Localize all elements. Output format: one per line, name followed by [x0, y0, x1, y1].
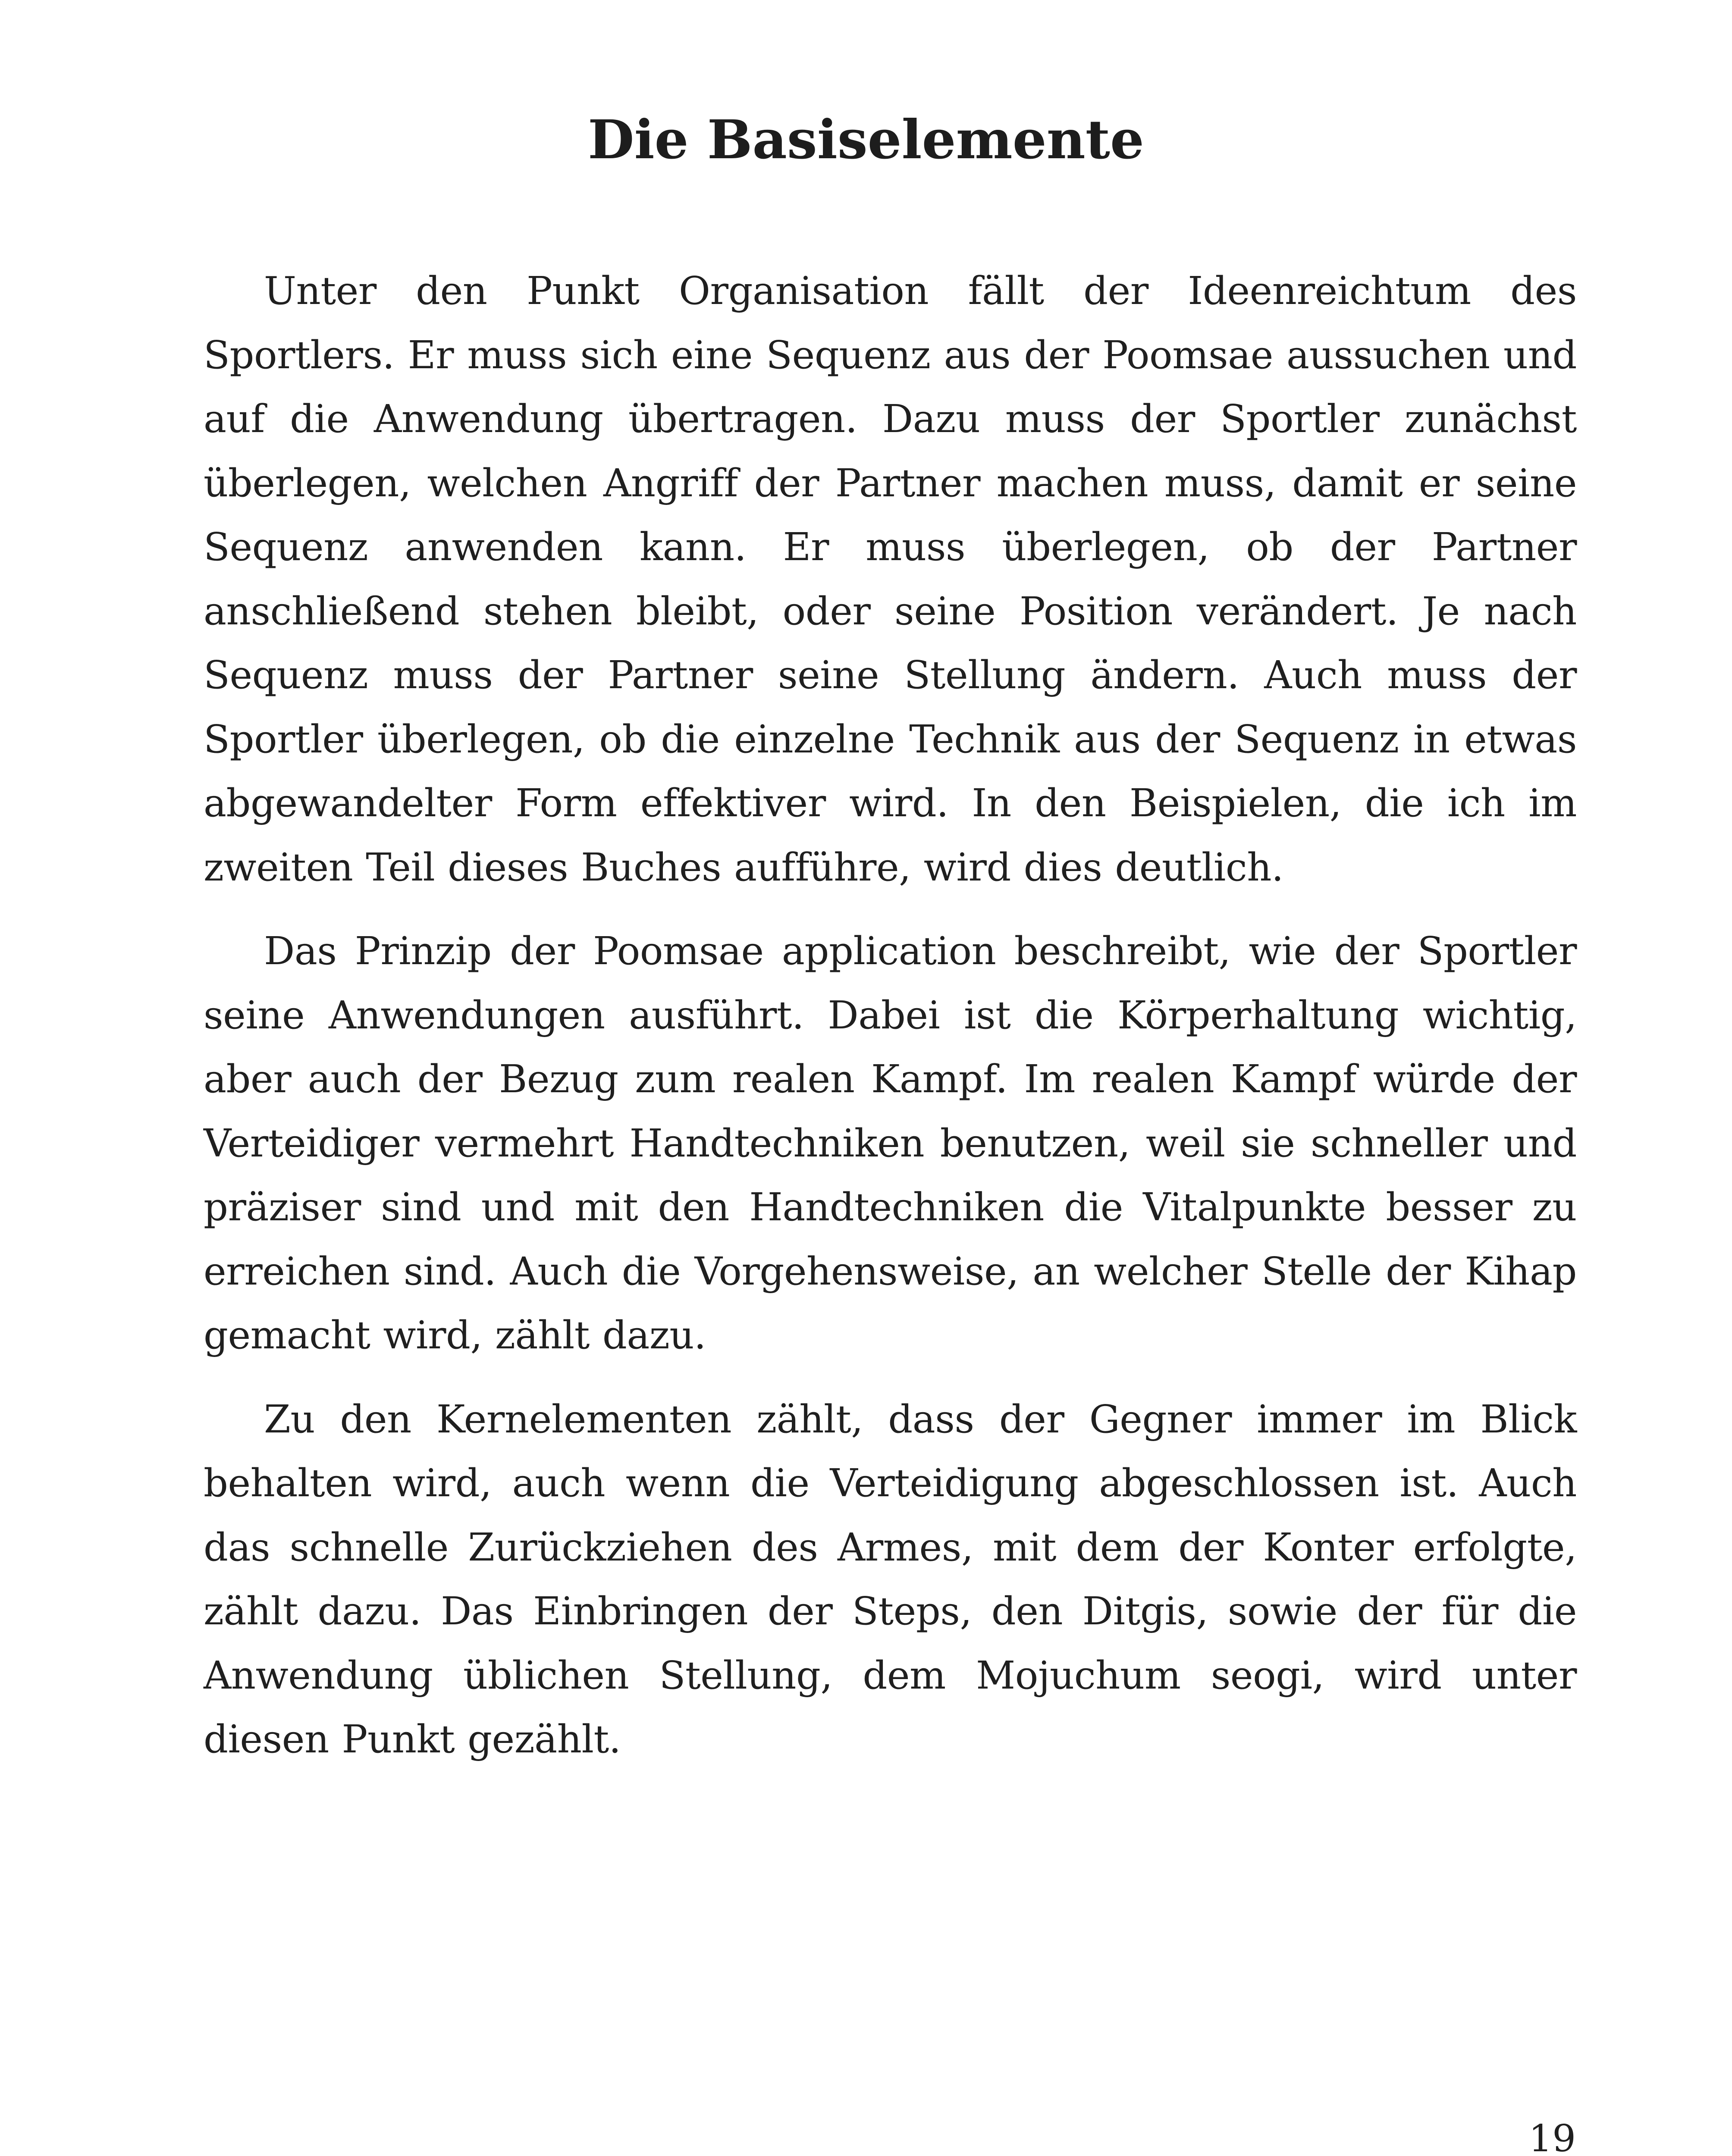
- paragraph-poomsae-application: Das Prinzip der Poomsae application beschreibt, wie der Sportler seine Anwendungen ausführt. Dabei ist die Körperhaltung wichtig, aber auch der Bezug zum realen Kampf. Im realen Kampf würde der Verteidiger vermehrt Handtechniken benutzen, weil sie schneller und präziser sind und mit den Handtechniken die Vitalpunkte besser zu erreichen sind. Auch die Vorgehensweise, an welcher Stelle der Kihap gemacht wird, zählt dazu.: [204, 928, 1577, 1357]
- paragraph-kernelemente: Zu den Kernelementen zählt, dass der Gegner immer im Blick behalten wird, auch wenn die Verteidigung abgeschlossen ist. Auch das schnelle Zurückziehen des Armes, mit dem der Konter erfolgte, zählt dazu. Das Einbringen der Steps, den Ditgis, sowie der für die Anwendung üblichen Stellung, dem Mojuchum seogi, wird unter diesen Punkt gezählt.: [204, 1396, 1577, 1761]
- body-text: [204, 259, 1577, 1791]
- page-number: 19: [1528, 2117, 1576, 2156]
- page-title: Die Basiselemente: [588, 109, 1144, 171]
- paragraph-organisation: Unter den Punkt Organisation fällt der Ideenreichtum des Sportlers. Er muss sich eine Sequenz aus der Poomsae aussuchen und auf die Anwendung übertragen. Dazu muss der Sportler zunächst überlegen, welchen Angriff der Partner machen muss, damit er seine Sequenz anwenden kann. Er muss überlegen, ob der Partner anschließend stehen bleibt, oder seine Position verändert. Je nach Sequenz muss der Partner seine Stellung ändern. Auch muss der Sportler überlegen, ob die einzelne Technik aus der Sequenz in etwas abgewandelter Form effektiver wird. In den Beispielen, die ich im zweiten Teil dieses Buches aufführe, wird dies deutlich.: [204, 268, 1577, 890]
